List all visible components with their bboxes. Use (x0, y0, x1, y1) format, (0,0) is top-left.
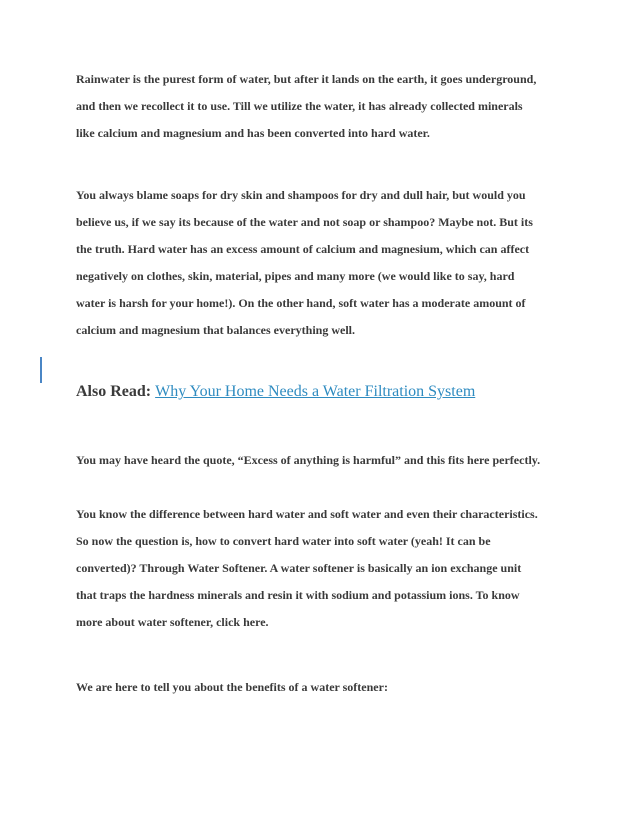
quote-bar (40, 357, 42, 383)
also-read (76, 383, 475, 401)
paragraph-line: You always blame soaps for dry skin and shampoos for dry and dull hair, but would you (76, 188, 526, 202)
paragraph-line: So now the question is, how to convert hard water into soft water (yeah! It can be (76, 534, 491, 548)
paragraph-line: calcium and magnesium that balances everything well. (76, 323, 355, 337)
paragraph-line: more about water softener, click here. (76, 615, 269, 629)
paragraph-line: negatively on clothes, skin, material, pipes and many more (we would like to say, hard (76, 269, 515, 283)
paragraph-line: water is harsh for your home!). On the other hand, soft water has a moderate amount of (76, 296, 526, 310)
paragraph-hard-water (76, 182, 576, 344)
paragraph-line: You may have heard the quote, “Excess of anything is harmful” and this fits here perfectly. (76, 453, 541, 467)
paragraph-line: converted)? Through Water Softener. A water softener is basically an ion exchange unit (76, 561, 522, 575)
paragraph-line: that traps the hardness minerals and resin it with sodium and potassium ions. To know (76, 588, 520, 602)
paragraph-line: You know the difference between hard water and soft water and even their characteristics. (76, 507, 538, 521)
paragraph-rainwater (76, 66, 576, 147)
paragraph-water-softener (76, 501, 576, 636)
also-read-label: Also Read: (76, 383, 156, 400)
also-read-link[interactable]: Why Your Home Needs a Water Filtration System (155, 383, 476, 400)
paragraph-line: believe us, if we say its because of the water and not soap or shampoo? Maybe not. But its (76, 215, 533, 229)
paragraph-line: Rainwater is the purest form of water, but after it lands on the earth, it goes underground, (76, 72, 537, 86)
paragraph-line: like calcium and magnesium and has been converted into hard water. (76, 126, 430, 140)
paragraph-benefits-intro (76, 674, 576, 701)
paragraph-line: We are here to tell you about the benefits of a water softener: (76, 680, 388, 694)
paragraph-quote (76, 447, 576, 474)
paragraph-line: and then we recollect it to use. Till we utilize the water, it has already collected minerals (76, 99, 523, 113)
paragraph-line: the truth. Hard water has an excess amount of calcium and magnesium, which can affect (76, 242, 530, 256)
